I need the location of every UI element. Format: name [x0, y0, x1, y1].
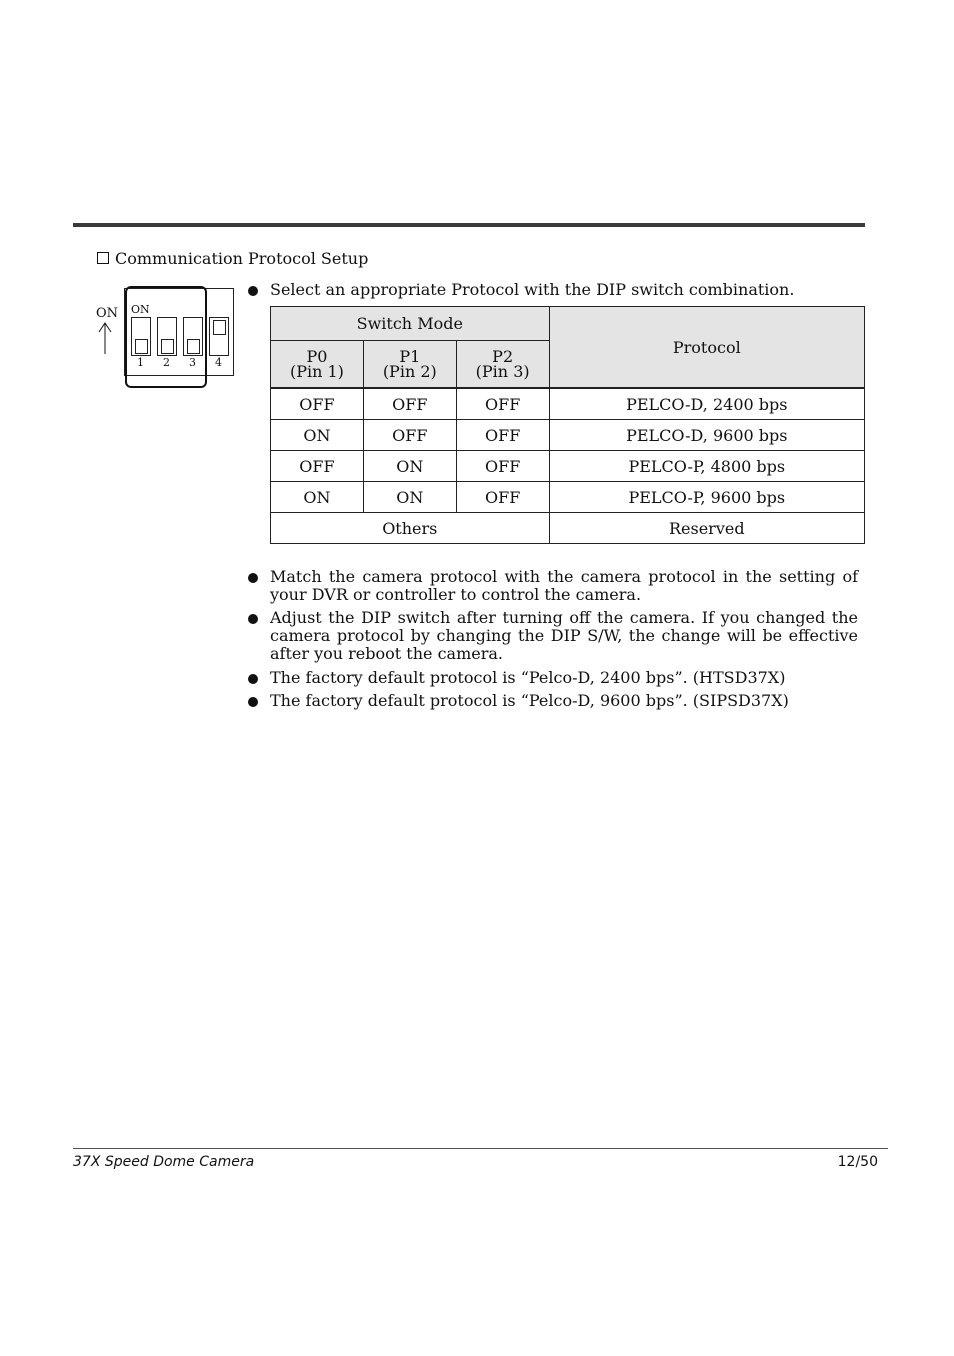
column-header-p2 [456, 341, 549, 389]
dip-pin-number: 3 [189, 356, 196, 369]
intro-bullet-text: Select an appropriate Protocol with the DIP switch combination. [270, 280, 795, 299]
column-header-p0 [271, 341, 364, 389]
cell-p1: OFF [363, 420, 456, 451]
dip-pin-number: 1 [137, 356, 144, 369]
column-pin: (Pin 1) [289, 362, 344, 381]
column-name: P2 [492, 347, 514, 366]
bullet-icon [248, 697, 258, 707]
bullet-icon [248, 614, 258, 624]
cell-protocol: PELCO-P, 9600 bps [549, 482, 864, 513]
cell-protocol: PELCO-D, 2400 bps [549, 388, 864, 420]
protocol-header: Protocol [549, 307, 864, 389]
note-bullet [248, 692, 858, 710]
cell-others: Others [271, 513, 550, 544]
intro-bullet [248, 281, 858, 299]
column-name: P0 [306, 347, 328, 366]
dip-on-label: ON [96, 306, 119, 321]
dip-slot-3 [183, 317, 203, 356]
section-title [97, 249, 368, 268]
table-row [271, 482, 865, 513]
cell-p2: OFF [456, 420, 549, 451]
note-text: Adjust the DIP switch after turning off the camera. If you changed the camera protocol by changing the DIP S/W, the change will be effective after you reboot the camera. [270, 608, 858, 663]
dip-knob-3 [187, 339, 200, 354]
note-bullet [248, 669, 858, 687]
section-title-text: Communication Protocol Setup [115, 249, 369, 268]
bullet-icon [248, 674, 258, 684]
dip-slot-4 [209, 317, 229, 356]
bullet-icon [248, 286, 258, 296]
cell-p2: OFF [456, 451, 549, 482]
dip-knob-1 [135, 339, 148, 354]
table-row [271, 420, 865, 451]
cell-p1: ON [363, 451, 456, 482]
bullet-icon [248, 573, 258, 583]
note-text: Match the camera protocol with the camera protocol in the setting of your DVR or controller to control the camera. [270, 567, 858, 604]
cell-reserved: Reserved [549, 513, 864, 544]
cell-protocol: PELCO-P, 4800 bps [549, 451, 864, 482]
cell-p0: ON [271, 420, 364, 451]
table-row [271, 451, 865, 482]
cell-p1: ON [363, 482, 456, 513]
dip-knob-2 [161, 339, 174, 354]
dip-frame-on-label: ON [131, 303, 150, 316]
cell-p2: OFF [456, 388, 549, 420]
checkbox-square-icon [97, 252, 109, 264]
note-bullet [248, 568, 858, 604]
footer-title: 37X Speed Dome Camera [73, 1154, 255, 1170]
cell-p0: ON [271, 482, 364, 513]
table-row-others [271, 513, 865, 544]
cell-p0: OFF [271, 388, 364, 420]
footer-rule [73, 1148, 888, 1149]
note-text: The factory default protocol is “Pelco-D, 2400 bps”. (HTSD37X) [270, 668, 786, 687]
dip-pin-number: 2 [163, 356, 170, 369]
cell-p2: OFF [456, 482, 549, 513]
table-header-row [271, 307, 865, 341]
up-arrow-icon [96, 320, 116, 356]
note-text: The factory default protocol is “Pelco-D, 9600 bps”. (SIPSD37X) [270, 691, 789, 710]
dip-knob-4 [213, 320, 226, 335]
protocol-table [270, 306, 865, 544]
column-pin: (Pin 2) [382, 362, 437, 381]
column-header-p1 [363, 341, 456, 389]
table-row [271, 388, 865, 420]
dip-slot-2 [157, 317, 177, 356]
note-bullet [248, 609, 858, 663]
header-rule [73, 223, 865, 227]
column-name: P1 [399, 347, 421, 366]
cell-protocol: PELCO-D, 9600 bps [549, 420, 864, 451]
dip-slot-1 [131, 317, 151, 356]
cell-p1: OFF [363, 388, 456, 420]
dip-switch-diagram [96, 286, 246, 391]
cell-p0: OFF [271, 451, 364, 482]
dip-pin-number: 4 [215, 356, 222, 369]
switch-mode-header: Switch Mode [271, 307, 550, 341]
column-pin: (Pin 3) [475, 362, 530, 381]
page-number: 12/50 [837, 1154, 878, 1170]
